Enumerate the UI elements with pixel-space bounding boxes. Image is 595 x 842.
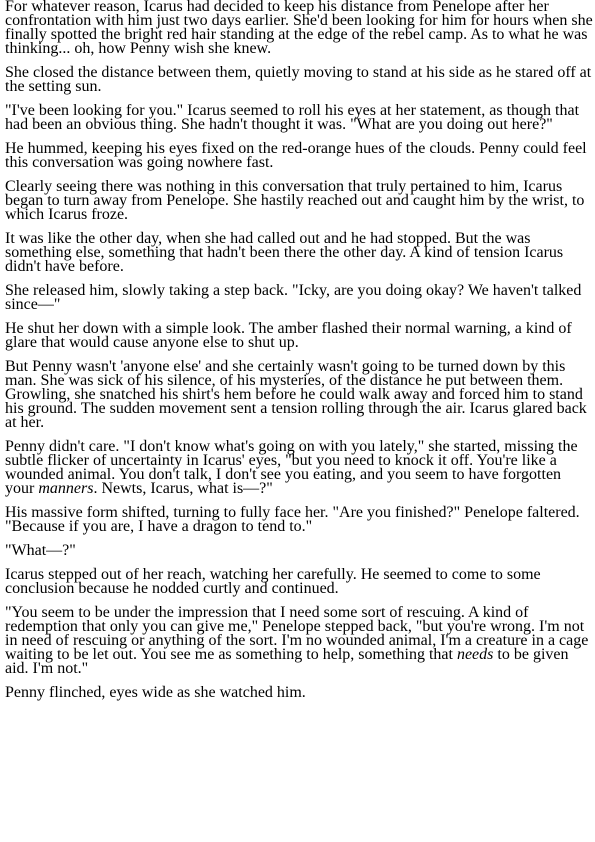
italic-emphasis: needs — [456, 646, 494, 663]
paragraph-text: . Newts, Icarus, what is—?" — [93, 480, 273, 497]
story-paragraph — [5, 686, 593, 700]
document-page — [5, 0, 593, 710]
story-paragraph — [5, 568, 593, 596]
paragraph-text: His massive form shifted, turning to fully face her. "Are you finished?" Penelope faltered. "Because if you are, I have a dragon to tend to." — [5, 504, 580, 535]
paragraph-text: It was like the other day, when she had called out and he had stopped. But the was something else, something that hadn't been there the other day. A kind of tension Icarus didn't have before. — [5, 230, 564, 275]
story-paragraph — [5, 606, 593, 676]
story-paragraph — [5, 322, 593, 350]
paragraph-text: Clearly seeing there was nothing in this conversation that truly pertained to him, Icarus began to turn away from Penelope. She hastily reached out and caught him by the wrist, to which Icarus froze. — [5, 178, 585, 223]
story-paragraph — [5, 232, 593, 274]
italic-emphasis: manners — [38, 480, 94, 497]
story-paragraph — [5, 104, 593, 132]
paragraph-text: Icarus stepped out of her reach, watching her carefully. He seemed to come to some conclusion because he nodded curtly and continued. — [5, 566, 541, 597]
story-paragraph — [5, 66, 593, 94]
paragraph-text: She released him, slowly taking a step back. "Icky, are you doing okay? We haven't talked since—" — [5, 282, 582, 313]
paragraph-text: "You seem to be under the impression that I need some sort of rescuing. A kind of redemption that only you can give me," Penelope stepped back, "but you're wrong. I'm not in need of rescuing or anything of the sort. I'm no wounded animal, I'm a creature in a cage waiting to be let out. You see me as something to help, something that — [5, 604, 589, 663]
paragraph-text: Penny flinched, eyes wide as she watched him. — [5, 684, 306, 701]
story-paragraph — [5, 360, 593, 430]
paragraph-text: He hummed, keeping his eyes fixed on the red-orange hues of the clouds. Penny could feel this conversation was going nowhere fast. — [5, 140, 587, 171]
paragraph-text: "I've been looking for you." Icarus seemed to roll his eyes at her statement, as though that had been an obvious thing. She hadn't thought it was. "What are you doing out here?" — [5, 102, 580, 133]
paragraph-text: Penny didn't care. "I don't know what's going on with you lately," she started, missing the subtle flicker of uncertainty in Icarus' eyes, "but you need to knock it off. You're like a wounded animal. You don't talk, I don't see you eating, and you seem to have forgotten your — [5, 438, 578, 497]
story-paragraph — [5, 0, 593, 56]
paragraph-text: He shut her down with a simple look. The amber flashed their normal warning, a kind of glare that would cause anyone else to shut up. — [5, 320, 572, 351]
paragraph-text: But Penny wasn't 'anyone else' and she certainly wasn't going to be turned down by this man. She was sick of his silence, of his mysteries, of the distance he put between them. Growling, she snatched his shirt's hem before he could walk away and forced him to stand his ground. The sudden movement sent a tension rolling through the air. Icarus glared back at her. — [5, 358, 587, 431]
paragraph-text: For whatever reason, Icarus had decided to keep his distance from Penelope after her confrontation with him just two days earlier. She'd been looking for him for hours when she finally spotted the bright red hair standing at the edge of the rebel camp. As to what he was thinking... oh, how Penny wish she knew. — [5, 0, 593, 57]
story-paragraph — [5, 142, 593, 170]
paragraph-text: She closed the distance between them, quietly moving to stand at his side as he stared off at the setting sun. — [5, 64, 592, 95]
story-paragraph — [5, 506, 593, 534]
paragraph-text: "What—?" — [5, 542, 76, 559]
paragraph-text: to be given aid. I'm not." — [5, 646, 569, 677]
story-paragraph — [5, 284, 593, 312]
story-paragraph — [5, 440, 593, 496]
story-paragraph — [5, 180, 593, 222]
story-paragraph — [5, 544, 593, 558]
